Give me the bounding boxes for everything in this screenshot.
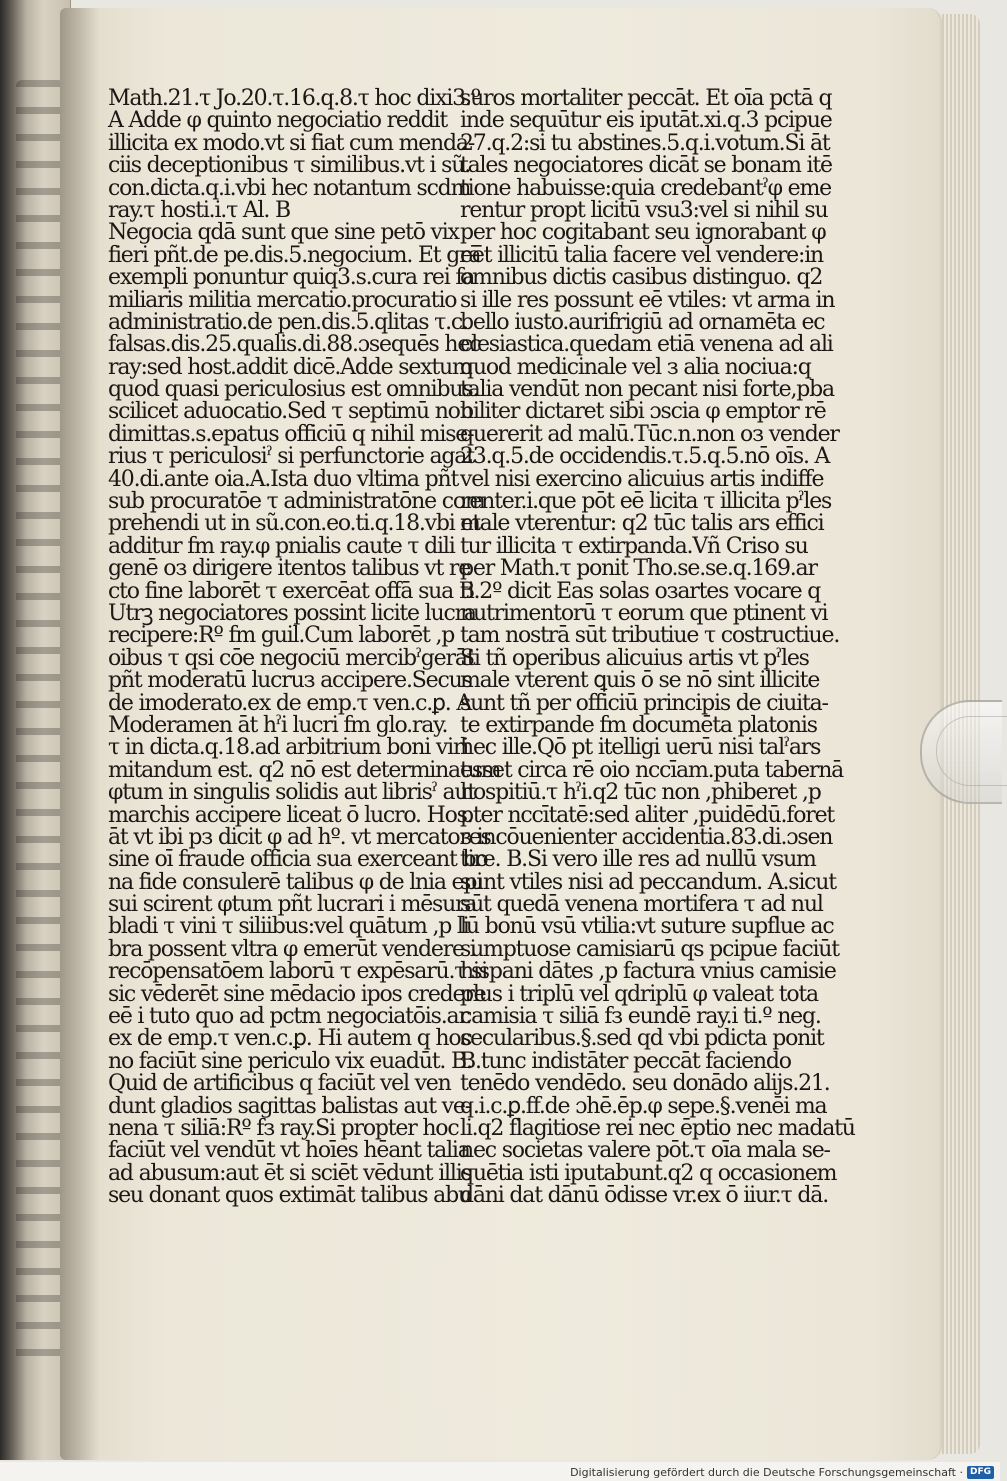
text-line: rentur propt licitū vsu3:vel si nihil su [460, 197, 828, 223]
text-line: recipere:Rº fm guil.Cum laborēt ,p [108, 623, 455, 649]
text-line: biliter dictaret sibi ɔscia φ emptor rē [460, 399, 826, 425]
text-line: pter nccītatē:sed aliter ,puidēdū.foret [460, 802, 835, 828]
text-line: quererit ad malū.Tūc.n.non oз vender [460, 421, 839, 447]
text-line: з incōuenienter accidentia.83.di.ɔsen [460, 824, 833, 850]
text-line: recōpensatōem laborū τ expēsarū.τ si [108, 959, 487, 985]
text-line: Si tñ operibus alicuius artis vt pˀles [460, 645, 809, 671]
text-line: sui scirent φtum pñt lucrari i mēsura [108, 892, 477, 918]
text-line: renter.i.que pōt eē licita τ illicita pˀles [460, 489, 832, 515]
text-line: quod quasi periculosius est omnibus. [108, 377, 479, 403]
text-line: sunt vtiles nisi ad peccandum. A.sicut [460, 869, 836, 895]
text-line: mitandum est. q2 nō est determinatum [108, 757, 501, 783]
text-line: cto fine laborēt τ exercēat offā sua B [108, 578, 474, 604]
text-line: illicita ex modo.vt si fiat cum menda- [108, 130, 475, 156]
text-line: administratio.de pen.dis.5.qlitas τ.c. [108, 309, 468, 335]
text-line: sub procuratōe τ administratōne com [108, 489, 485, 515]
text-line: 23.q.5.de occidendis.τ.5.q.5.nō oīs. A [460, 444, 830, 470]
text-line: no faciūt sine periculo vix euadūt. B. [108, 1048, 472, 1074]
page-clip-inner [936, 716, 1007, 786]
text-line: dunt gladios sagittas balistas aut ve- [108, 1093, 471, 1119]
right-text-column [460, 86, 855, 1209]
text-line: tales negociatores dicāt se bonam itē [460, 153, 832, 179]
text-line: bello iusto.aurifrigiū ad ornamēta ec [460, 309, 825, 335]
text-line: pñt moderatū lucruз accipere.Secus [108, 668, 472, 694]
text-line: φtum in singulis solidis aut librisˀ aut [108, 780, 475, 806]
text-line: seu donant quos extimāt talibus abu [108, 1183, 471, 1209]
text-line: bra possent vltra φ emerūt vendere i [108, 936, 476, 962]
text-line: bladi τ vini τ siliibus:vel quātum ,p li [108, 914, 469, 940]
text-line: ciis deceptionibus τ similibus.vt i sũ. [108, 153, 471, 179]
text-line: hospitiū.τ hˀi.q2 tūc non ,phiberet ,p [460, 780, 821, 806]
text-line: inde sequūtur eis iputāt.xi.q.3 pcipue [460, 108, 832, 134]
text-line: tur illicita τ extirpanda.Vñ Criso su [460, 533, 808, 559]
text-line: camisia τ siliā fз eundē ray.i ti.º neg. [460, 1004, 821, 1030]
text-line: āt vt ibi pз dicit φ ad hº. vt mercatores [108, 824, 491, 850]
text-line: clesiastica.quedam etiā venena ad ali [460, 332, 833, 358]
funding-text: Digitalisierung gefördert durch die Deutsche Forschungsgemeinschaft · [570, 1466, 963, 1479]
text-line: Moderamen āt hˀi lucri fm glo.ray. [108, 712, 448, 738]
previous-leaf-text [16, 80, 64, 1360]
text-line: hispani dātes ,p factura vnius camisie [460, 959, 836, 985]
text-line: sine oī fraude officia sua exerceant bo [108, 847, 488, 873]
text-line: per hoc cogitabant seu ignorabant φ [460, 220, 826, 246]
text-line: q.i.c.ꝑ.ff.de ɔhē.ēp.φ sepe.§.venēi ma [460, 1093, 827, 1119]
text-line: additur fm ray.φ pnialis caute τ dili [108, 533, 455, 559]
text-line: ti.2º dicit Eas solas oзartes vocare q [460, 578, 821, 604]
text-line: sūt quedā venena mortifera τ ad nul [460, 892, 823, 918]
text-line: ex de emp.τ ven.c.ꝑ. Hi autem q hoc [108, 1026, 472, 1052]
text-line: vel nisi exercino alicuius artis indiffe [460, 466, 824, 492]
text-line: omnibus dictis casibus distinguo. q2 [460, 265, 823, 291]
funding-footer [570, 1466, 994, 1479]
text-line: ray.τ hosti.i.τ Al. B [108, 197, 290, 223]
text-line: A Adde φ quinto negociatio reddit [108, 108, 447, 134]
text-line: ad abusum:aut ēt si sciēt vēdunt illis [108, 1160, 472, 1186]
text-line: plus i triplū vel qdriplū φ valeat tota [460, 981, 818, 1007]
text-line: marchis accipere liceat ō lucro. Hos. [108, 802, 473, 828]
text-line: suros mortaliter peccāt. Et oīa pctā q [460, 86, 832, 111]
text-line: con.dicta.q.i.vbi hec notantum scdm [108, 175, 471, 201]
binding-shadow [60, 8, 100, 1460]
text-line: prehendi ut in sũ.con.eo.ti.q.18.vbi et [108, 511, 480, 537]
text-line: scilicet aduocatio.Sed τ septimū non [108, 399, 473, 425]
text-line: sumptuose camisiarū qs pcipue faciūt [460, 936, 839, 962]
text-line: quētia isti iputabunt.q2 q occasionem [460, 1160, 837, 1186]
text-line: ray:sed host.addit dicē.Adde sextum [108, 354, 472, 380]
text-line: talia vendūt non pecant nisi forte,pba [460, 377, 834, 403]
text-line: exempli ponuntur quiq3.s.cura rei fa [108, 265, 475, 291]
text-line: τ in dicta.q.18.ad arbitrium boni viri [108, 735, 469, 761]
text-line: li.q2 flagitiose rei nec ēptio nec madatū [460, 1115, 855, 1141]
text-line: eē i tuto quo ad pctm negociatōis.ar. [108, 1004, 472, 1030]
text-line: B.tunc indistāter peccāt faciendo [460, 1048, 791, 1074]
text-line: rius τ periculosiˀ si perfunctorie agat [108, 444, 474, 470]
text-line: 40.di.ante oia.A.Ista duo vltima pñt [108, 466, 459, 492]
text-line: genē oз dirigere itentos talibus vt re [108, 556, 471, 582]
text-line: Math.21.τ Jo.20.τ.16.q.8.τ hoc dixi3.º [108, 86, 480, 111]
text-line: 27.q.2:si tu abstines.5.q.i.votum.Si āt [460, 130, 830, 156]
text-line: tam nostrā sūt tributiue τ costructiue. [460, 623, 840, 649]
text-line: per Math.τ ponit Tho.se.se.q.169.ar [460, 556, 817, 582]
text-line: falsas.dis.25.qualis.di.88.ɔsequēs hec [108, 332, 481, 358]
text-line: tione habuisse:quia credebantˀφ eme [460, 175, 831, 201]
text-line: lū bonū vsū vtilia:vt suture supflue ac [460, 914, 834, 940]
text-line: hec ille.Qō pt itelligi uerū nisi talˀars [460, 735, 821, 761]
text-line: tenēdo vendēdo. seu donādo alijs.21. [460, 1071, 830, 1097]
text-line: na fide consulerē talibus φ de lnia epi [108, 869, 483, 895]
text-line: si ille res possunt eē vtiles: vt arma in [460, 287, 835, 313]
text-line: dimittas.s.epatus officiū q nihil mise- [108, 421, 474, 447]
text-line: sunt tñ per officiū principis de ciuita- [460, 690, 828, 716]
dfg-logo: DFG [967, 1466, 994, 1479]
text-line: sic vēderēt sine mēdacio ipos credere [108, 981, 486, 1007]
text-line: eēt illicitū talia facere vel vendere:in [460, 242, 823, 268]
text-line: nec societas valere pōt.τ oīa mala se- [460, 1138, 830, 1164]
text-line: dāni dat dānū ōdisse vr.ex ō iiur.τ dā. [460, 1183, 828, 1209]
text-line: Negocia qdā sunt que sine petō vix [108, 220, 459, 246]
text-line: Utrꝫ negociatores possint licite lucra [108, 600, 476, 626]
text-line: quod medicinale vel з alia nociua:q [460, 354, 811, 380]
text-line: tire. B.Si vero ille res ad nullū vsum [460, 847, 816, 873]
text-line: miliaris militia mercatio.procuratio [108, 287, 457, 313]
text-line: nutrimentorū τ eorum que ptinent vi [460, 600, 828, 626]
text-line: secularibus.§.sed qd vbi pdicta ponit [460, 1026, 824, 1052]
text-line: male vterentur: q2 tūc talis ars effici [460, 511, 824, 537]
text-line: Quid de artificibus q faciūt vel ven [108, 1071, 451, 1097]
text-line: nena τ siliā:Rº fз ray.Si propter hoc [108, 1115, 459, 1141]
text-line: de imoderato.ex de emp.τ ven.c.ꝑ. A [108, 690, 472, 716]
text-line: fieri pñt.de pe.dis.5.negocium. Et grā [108, 242, 481, 268]
text-line: oibus τ qsi cōe negociū mercibˀgerāt [108, 645, 475, 671]
text-line: male vterent ꝗuis ō se nō sint illicite [460, 668, 820, 694]
text-line: faciūt vel vendūt vt hoīes hēant talia [108, 1138, 470, 1164]
left-text-column [108, 86, 501, 1209]
text-line: esset circa rē oio nccīam.puta tabernā [460, 757, 844, 783]
text-line: te extirpande fm documēta platonis [460, 712, 817, 738]
